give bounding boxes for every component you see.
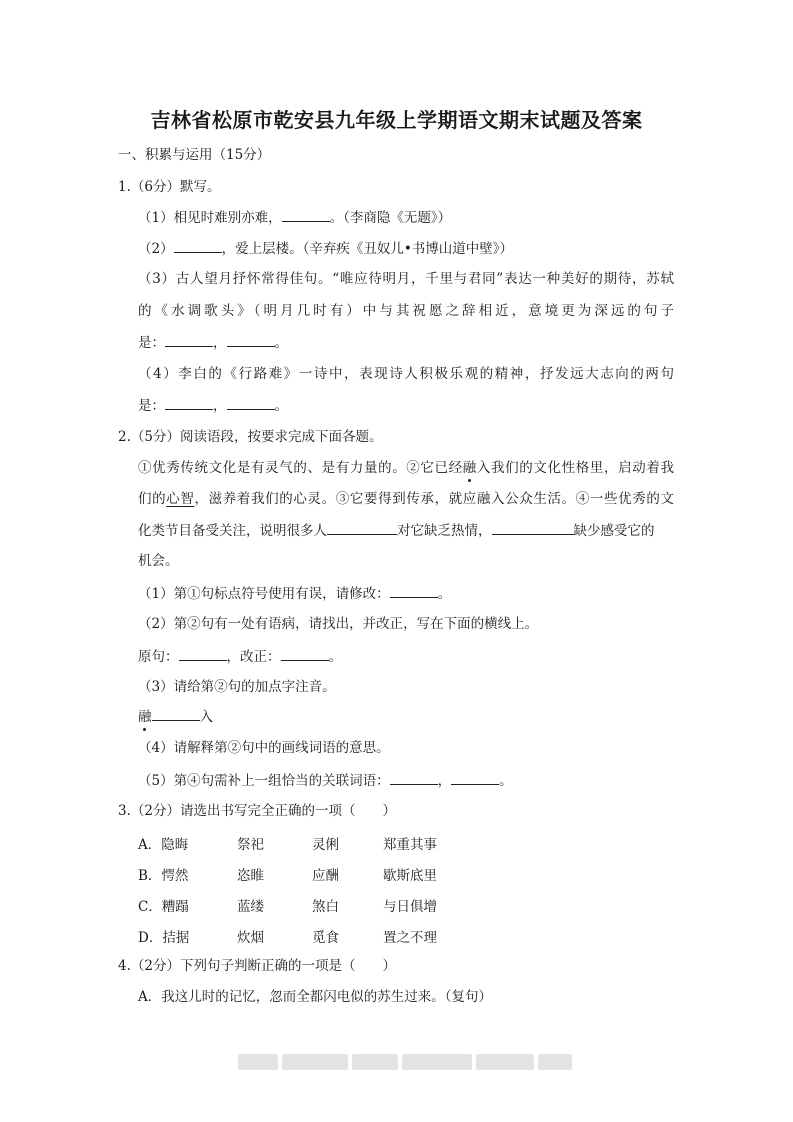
text: 是：	[138, 335, 165, 351]
answer-blank[interactable]	[174, 239, 222, 253]
question-4-heading: 4.（2分）下列句子判断正确的一项是（ ）	[118, 958, 396, 974]
answer-blank[interactable]	[451, 771, 499, 785]
option-word: 置之不理	[383, 930, 437, 946]
text: 化类节目备受关注，说明很多人	[138, 523, 327, 539]
passage-line-2	[138, 490, 674, 508]
passage-line-1	[138, 459, 674, 477]
answer-blank[interactable]	[165, 396, 213, 410]
answer-blank[interactable]	[165, 333, 213, 347]
text: 。	[437, 586, 452, 602]
text: （2）	[138, 241, 174, 257]
option-word: 煞白	[312, 899, 339, 915]
question-2-item-3-answer	[138, 707, 213, 726]
question-2-item-3: （3）请给第②句的加点字注音。	[138, 679, 336, 695]
question-2-item-4: （4）请解释第②句中的画线词语的意思。	[138, 740, 390, 756]
text: ，滋养着我们的心灵。③它要得到传承，就应融入公众生活。④一些优秀的文	[194, 491, 675, 507]
underlined-word: 心智	[166, 491, 195, 507]
question-2-item-1	[138, 584, 451, 603]
text: ，	[213, 335, 227, 351]
option-word: 郑重其事	[383, 837, 437, 853]
option-word: 歇斯底里	[383, 868, 437, 884]
text: 对它缺乏热情，	[397, 523, 492, 539]
text: 。	[328, 649, 342, 665]
option-word: 炊烟	[237, 930, 264, 946]
answer-blank[interactable]	[152, 707, 200, 721]
text: ①优秀传统文化是有灵气的、是有力量的。②它已经	[138, 460, 463, 476]
text: 是：	[138, 398, 165, 414]
question-1-item-3-line-2: 的《水调歌头》（明月几时有）中与其祝愿之辞相近，意境更为深远的句子	[138, 303, 674, 319]
text: （1）相见时难别亦难，	[138, 210, 282, 226]
text: 入	[199, 709, 213, 725]
text: （5）第④句需补上一组恰当的关联词语：	[138, 773, 390, 789]
passage-line-4: 机会。	[138, 553, 179, 569]
text: 。	[274, 398, 288, 414]
question-1-heading: 1.（6分）默写。	[118, 179, 221, 195]
question-3-heading: 3.（2分）请选出书写完全正确的一项（ ）	[118, 803, 396, 819]
question-2-heading: 2.（5分）阅读语段，按要求完成下面各题。	[118, 429, 383, 445]
question-4-option-a[interactable]: A．我这儿时的记忆，忽而全都闪电似的苏生过来。（复句）	[138, 989, 492, 1005]
question-1-item-4-line-1: （4）李白的《行路难》一诗中，表现诗人积极乐观的精神，抒发远大志向的两句	[138, 366, 674, 382]
question-2-item-2: （2）第②句有一处有语病，请找出，并改正，写在下面的横线上。	[138, 616, 539, 632]
question-1-item-4-line-2	[138, 396, 288, 415]
answer-blank[interactable]	[227, 396, 275, 410]
blurred-footer-watermark	[238, 1054, 572, 1070]
option-label: B．愕然	[138, 868, 189, 884]
option-word: 灵俐	[312, 837, 339, 853]
dotted-character: 融	[138, 709, 152, 725]
question-2-item-5	[138, 771, 513, 790]
option-label: D．拮据	[138, 930, 190, 946]
passage-line-3	[138, 521, 655, 540]
answer-blank[interactable]	[282, 208, 330, 222]
answer-blank[interactable]	[227, 333, 275, 347]
text: ，改正：	[226, 649, 281, 665]
option-label: A．隐晦	[138, 837, 189, 853]
question-1-item-3-line-1: （3）古人望月抒怀常得佳句。“唯应待明月，千里与君同”表达一种美好的期待，苏轼	[138, 271, 674, 287]
option-word: 觅食	[312, 930, 339, 946]
text: 入我们的文化性格里，启动着我	[476, 460, 674, 476]
page-title: 吉林省松原市乾安县九年级上学期语文期末试题及答案	[150, 108, 643, 132]
question-1-item-3-line-3	[138, 333, 288, 352]
option-word: 蓝缕	[237, 899, 264, 915]
answer-blank[interactable]	[390, 771, 438, 785]
text: ，爱上层楼。（辛弃疾《丑奴儿•书博山道中壁》）	[221, 241, 514, 257]
text: 们的	[138, 491, 167, 507]
option-word: 与日俱增	[383, 899, 437, 915]
option-label: C．糟蹋	[138, 899, 189, 915]
text: 缺少感受它的	[573, 523, 655, 539]
option-word: 祭祀	[237, 837, 264, 853]
text: 。	[274, 335, 288, 351]
section-heading: 一、积累与运用（15分）	[118, 147, 271, 163]
answer-blank[interactable]	[492, 521, 574, 535]
text: ，	[213, 398, 227, 414]
option-word: 应酬	[312, 868, 339, 884]
question-1-item-2	[138, 239, 513, 258]
answer-blank[interactable]	[327, 521, 397, 535]
answer-blank[interactable]	[179, 647, 227, 661]
question-1-item-1	[138, 208, 451, 227]
option-word: 恣睢	[237, 868, 264, 884]
text: ，	[437, 773, 452, 789]
answer-blank[interactable]	[390, 584, 438, 598]
text: 。（李商隐《无题》）	[329, 210, 452, 226]
dotted-character: 融	[462, 460, 477, 476]
text: 原句：	[138, 649, 179, 665]
text: （1）第①句标点符号使用有误，请修改：	[138, 586, 390, 602]
text: 。	[499, 773, 513, 789]
question-2-item-2-answer	[138, 647, 342, 666]
answer-blank[interactable]	[281, 647, 329, 661]
